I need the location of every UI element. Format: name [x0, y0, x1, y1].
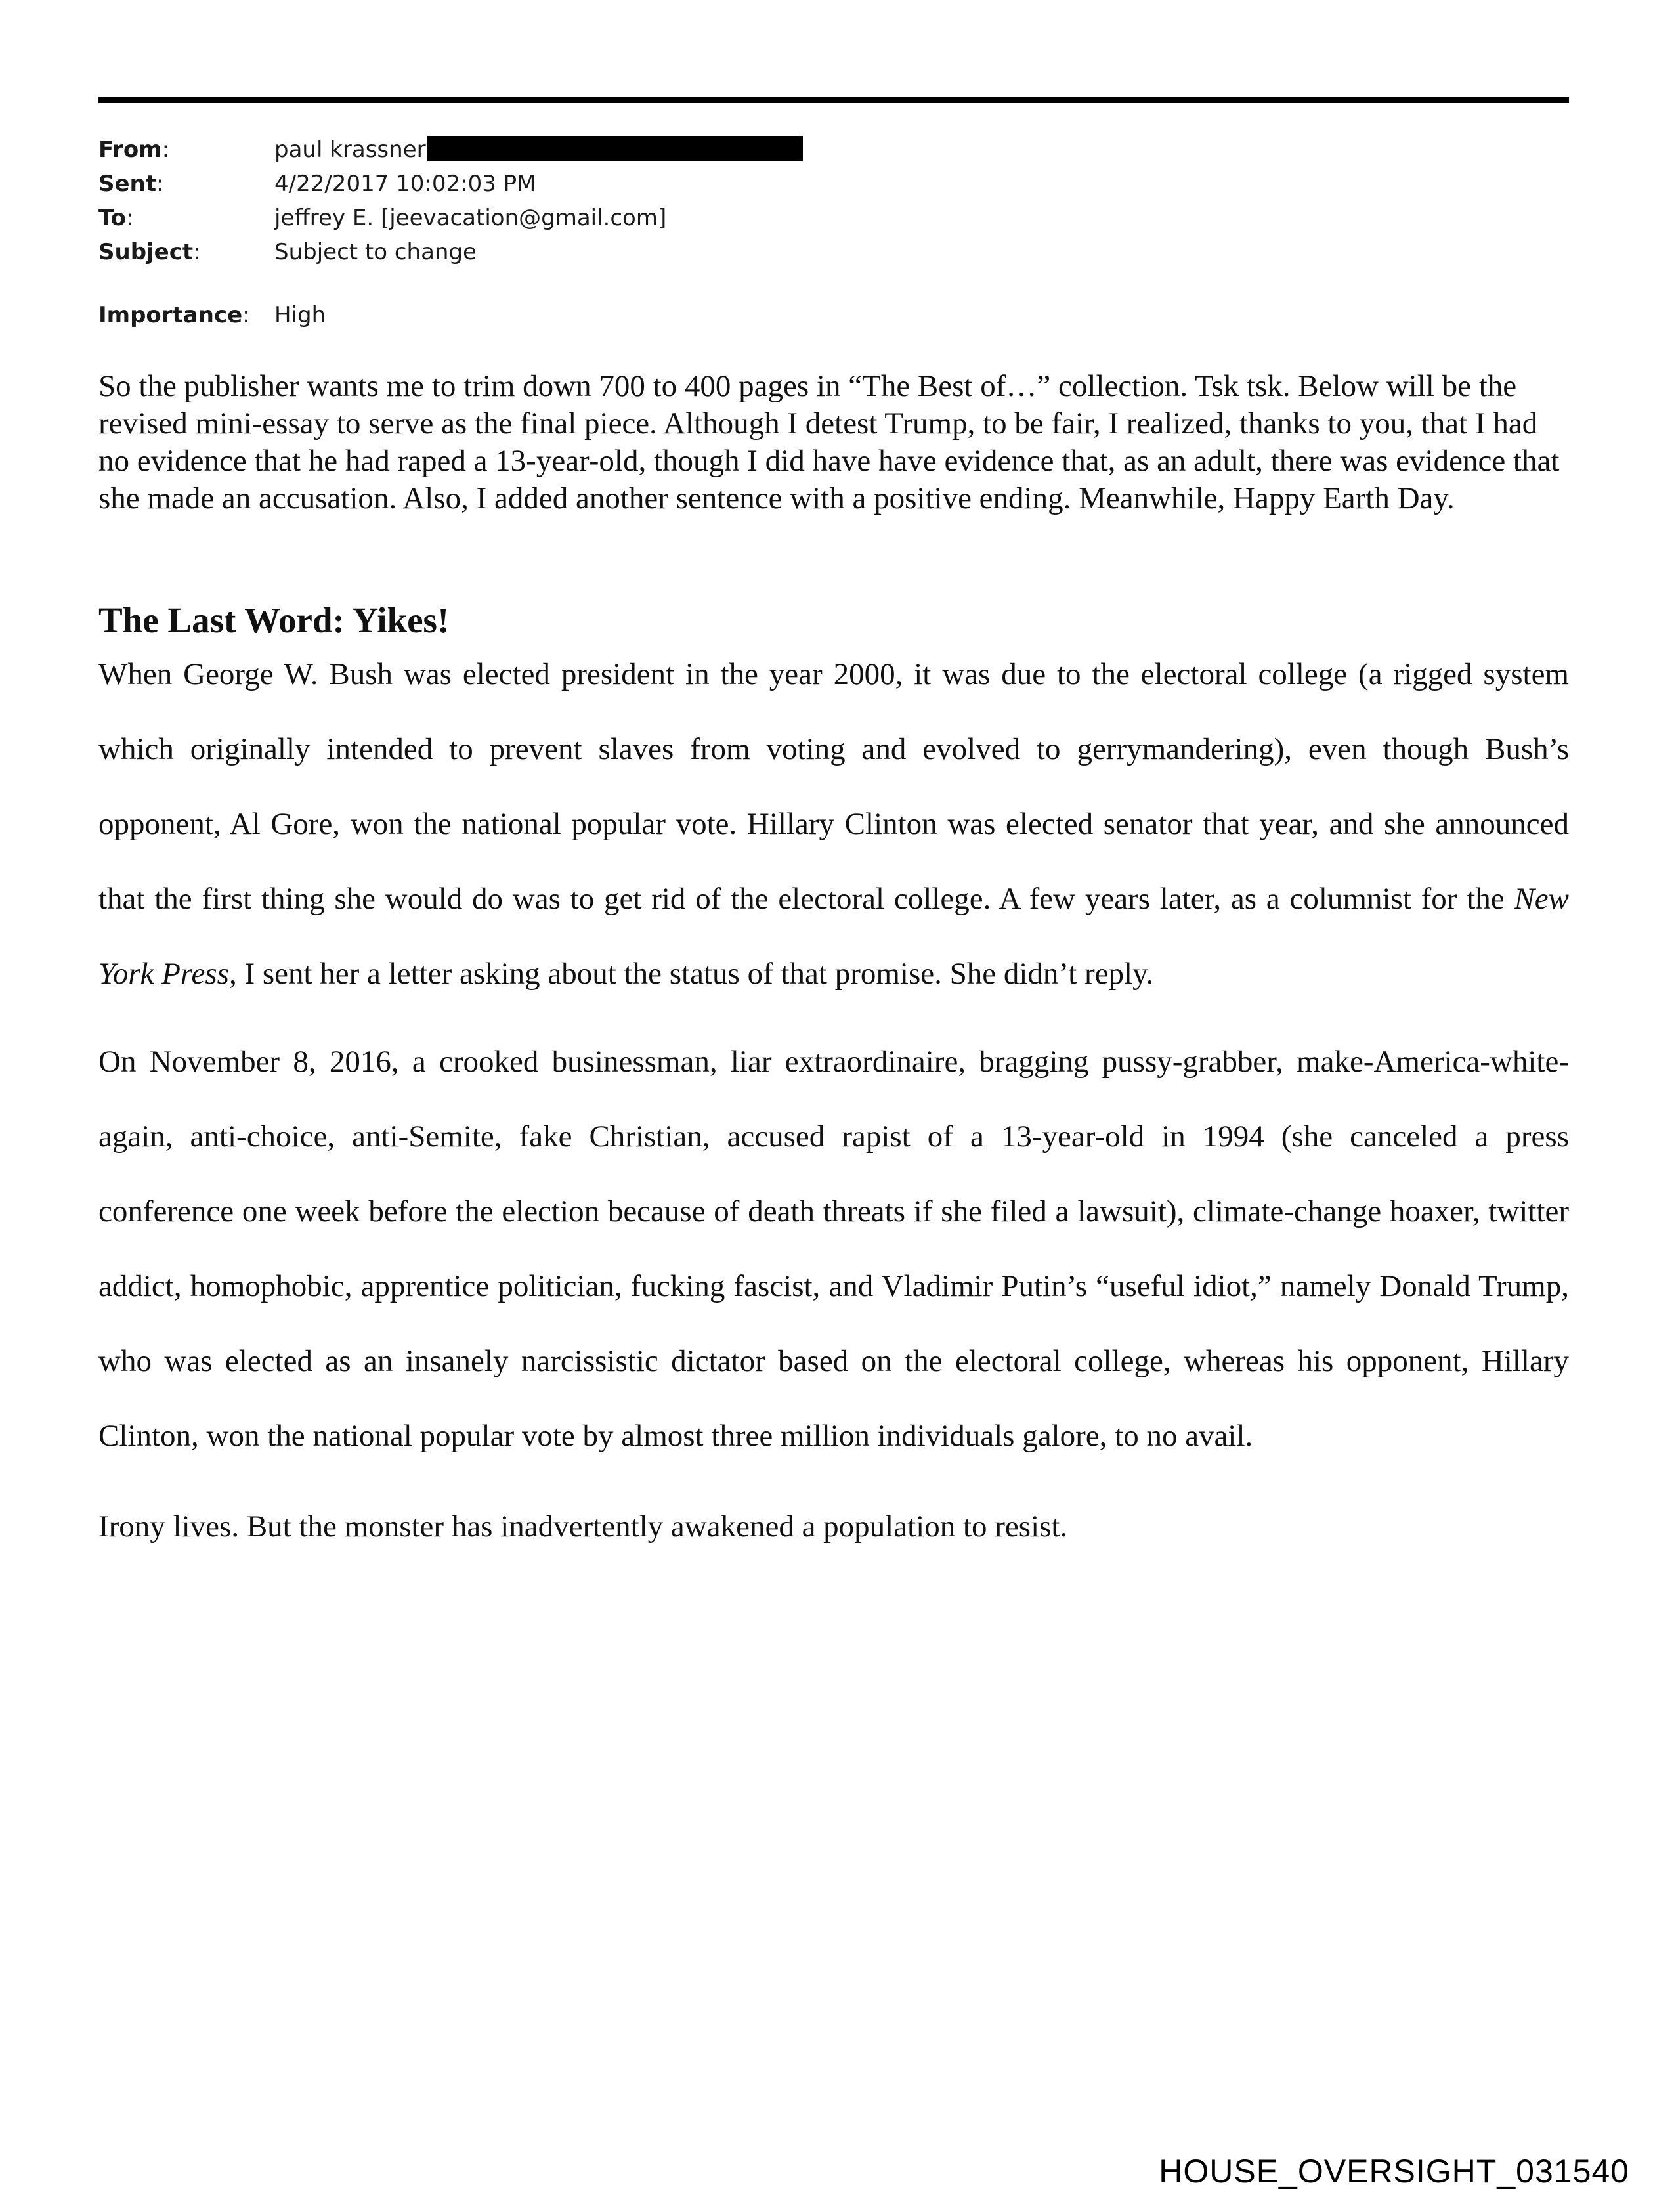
from-label: From: [98, 137, 162, 163]
essay-title: The Last Word: Yikes!: [98, 600, 450, 640]
redaction-bar: [427, 136, 803, 161]
sent-value: 4/22/2017 10:02:03 PM: [274, 171, 536, 197]
essay-paragraph-2: On November 8, 2016, a crooked businessman, liar extraordinaire, bragging pussy-grabber, make-America-white-again, anti-choice, anti-Semite, fake Christian, accused rapist of a 13-year-old in 1994 (she canceled a press conference one week before the election because of death threats if she filed a lawsuit), climate-change hoaxer, twitter addict, homophobic, apprentice politician, fucking fascist, and Vladimir Putin’s “useful idiot,” namely Donald Trump, who was elected as an insanely narcissistic dictator based on the electoral college, whereas his opponent, Hillary Clinton, won the national popular vote by almost three million individuals galore, to no avail.: [98, 1045, 1569, 1453]
to-value: jeffrey E. [jeevacation@gmail.com]: [274, 205, 667, 231]
subject-label: Subject: [98, 239, 194, 265]
essay-paragraph-3: Irony lives. But the monster has inadvertently awakened a population to resist.: [98, 1509, 1068, 1544]
bates-number: HOUSE_OVERSIGHT_031540: [1159, 2153, 1629, 2190]
intro-paragraph: So the publisher wants me to trim down 700 to 400 pages in “The Best of…” collection. Tsk tsk. Below will be the revised mini-essay to serve as the final piece. Although I detest Trump, to be fair, I realized, thanks to you, that I had no evidence that he had raped a 13-year-old, though I did have have evidence that, as an adult, there was evidence that she made an accusation. Also, I added another sentence with a positive ending. Meanwhile, Happy Earth Day.: [98, 369, 1560, 515]
importance-label: Importance: [98, 302, 243, 328]
subject-value: Subject to change: [274, 239, 477, 265]
essay-paragraph-1: When George W. Bush was elected president in the year 2000, it was due to the electoral college (a rigged system which originally intended to prevent slaves from voting and evolved to gerrymandering), even though Bush’s opponent, Al Gore, won the national popular vote. Hillary Clinton was elected senator that year, and she announced that the first thing she would do was to get rid of the electoral college. A few years later, as a columnist for the New York Press, I sent her a letter asking about the status of that promise. She didn’t reply.: [98, 657, 1569, 991]
from-value: paul krassner: [274, 137, 426, 163]
publication-name: New York Press: [98, 882, 1569, 991]
header-rule: [98, 97, 1569, 103]
to-label: To: [98, 205, 127, 231]
sent-label: Sent: [98, 171, 157, 197]
importance-value: High: [274, 302, 326, 328]
